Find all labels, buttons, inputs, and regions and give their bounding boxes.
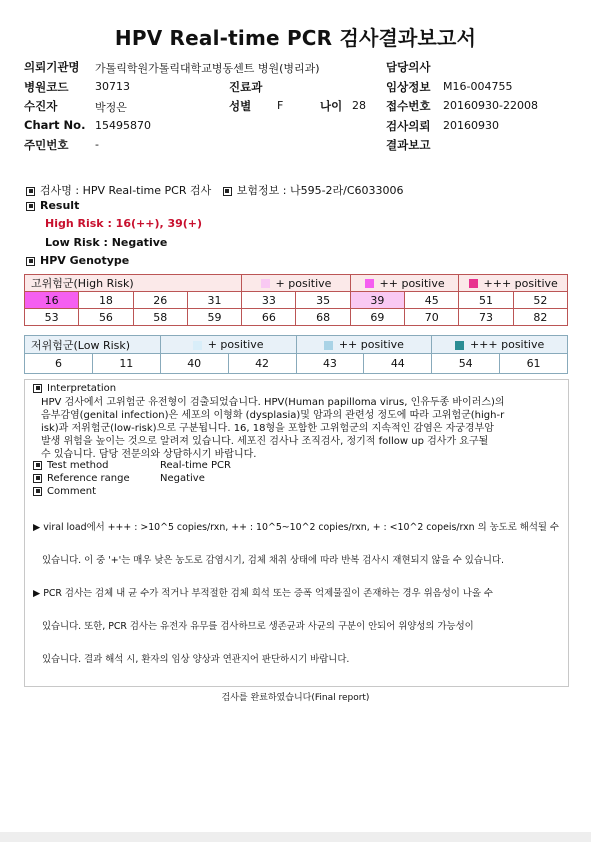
- genotype-cell: 6: [25, 354, 93, 374]
- comment-line: ▶ PCR 검사는 검체 내 균 수가 적거나 부적절한 검체 희석 또는 증폭 억제물질이 존재하는 경우 위음성이 나올 수: [33, 588, 493, 599]
- comment-heading: Comment: [33, 486, 96, 497]
- low-risk-row-1: [25, 354, 568, 374]
- comment-text: [33, 500, 561, 676]
- genotype-cell: 43: [296, 354, 364, 374]
- genotype-cell: 82: [513, 309, 567, 326]
- low-legend-plusplusplus: +++ positive: [432, 336, 568, 354]
- genotype-cell: 42: [228, 354, 296, 374]
- genotype-cell: 33: [242, 292, 296, 309]
- doctor-label: 담당의사: [386, 60, 431, 74]
- legend-swatch-plus-icon: [261, 279, 270, 288]
- genotype-cell: 54: [432, 354, 500, 374]
- sex-value: F: [277, 99, 284, 112]
- checkbox-icon: [33, 474, 42, 483]
- high-risk-row-2: [25, 309, 568, 326]
- legend-swatch-plusplus-icon: [365, 279, 374, 288]
- patient-value: 박정은: [95, 101, 127, 114]
- chart-no-value: 15495870: [95, 119, 151, 132]
- checkbox-icon: [33, 461, 42, 470]
- request-date-value: 20160930: [443, 119, 499, 132]
- interpretation-line: 음부감염(genital infection)은 세포의 이형화 (dysplasia)및 암과의 관련성 정도에 따라 고위험군(high-r: [41, 410, 505, 421]
- checkbox-icon: [26, 187, 35, 196]
- clinical-info-label: 임상정보: [386, 80, 431, 94]
- result-label: Result: [40, 199, 80, 212]
- genotype-cell: 70: [405, 309, 459, 326]
- test-name: 검사명 : HPV Real-time PCR 검사: [40, 184, 212, 197]
- legend-swatch-plusplusplus-icon: [469, 279, 478, 288]
- low-legend-plus: + positive: [160, 336, 296, 354]
- checkbox-icon: [26, 257, 35, 266]
- interpretation-line: HPV 검사에서 고위험군 유전형이 검출되었습니다. HPV(Human papilloma virus, 인유두종 바이러스)의: [41, 397, 505, 408]
- interpretation-line: isk)과 저위험군(low-risk)으로 구분됩니다. 16, 18형을 포함한 고위험군의 지속적인 감염은 자궁경부암: [41, 423, 494, 434]
- genotype-cell: 35: [296, 292, 350, 309]
- low-risk-result: Low Risk : Negative: [45, 236, 168, 249]
- checkbox-icon: [33, 384, 42, 393]
- genotype-cell: 26: [133, 292, 187, 309]
- genotype-cell: 11: [92, 354, 160, 374]
- hospital-code-value: 30713: [95, 80, 130, 93]
- genotype-cell: 66: [242, 309, 296, 326]
- genotype-cell: 68: [296, 309, 350, 326]
- genotype-cell: 16: [25, 292, 79, 309]
- insurance-info: 보험정보 : 나595-2라/C6033006: [236, 184, 404, 197]
- checkbox-icon: [33, 487, 42, 496]
- legend-swatch-plusplus-icon: [324, 341, 333, 350]
- high-legend-plusplus: ++ positive: [350, 275, 459, 292]
- high-risk-result: High Risk : 16(++), 39(+): [45, 217, 203, 230]
- interpretation-line: 수 있습니다. 담당 전문의와 상담하시기 바랍니다.: [41, 449, 257, 460]
- high-risk-row-1: [25, 292, 568, 309]
- genotype-cell: 61: [500, 354, 568, 374]
- final-report-footer: 검사를 완료하였습니다(Final report): [221, 693, 370, 703]
- rrn-label: 주민번호: [24, 138, 69, 152]
- page-bottom-band: [0, 832, 591, 842]
- high-risk-header-row: [25, 275, 568, 292]
- genotype-cell: 52: [513, 292, 567, 309]
- hospital-code-label: 병원코드: [24, 80, 69, 94]
- high-legend-plus: + positive: [242, 275, 351, 292]
- receipt-no-label: 접수번호: [386, 99, 431, 113]
- interpretation-heading: Interpretation: [33, 383, 116, 394]
- interpretation-line: 발생 위험을 높이는 것으로 알려져 있습니다. 세포진 검사나 조직검사, 정기적 follow up 검사가 요구될: [41, 436, 489, 447]
- genotype-cell: 73: [459, 309, 513, 326]
- report-title: HPV Real-time PCR 검사결과보고서: [114, 26, 477, 50]
- test-method-row: Test method Real-time PCR: [33, 460, 231, 471]
- low-legend-plusplus: ++ positive: [296, 336, 432, 354]
- comment-line: 있습니다. 또한, PCR 검사는 유전자 유무를 검사하므로 생존균과 사균의 구분이 안되어 위양성의 가능성이: [33, 621, 474, 632]
- age-value: 28: [352, 99, 366, 112]
- rrn-value: -: [95, 138, 99, 151]
- high-risk-genotype-table: [24, 274, 568, 326]
- clinical-info-value: M16-004755: [443, 80, 513, 93]
- chart-no-label: Chart No.: [24, 118, 86, 132]
- genotype-cell: 59: [187, 309, 241, 326]
- comment-line: ▶ viral load에서 +++ : >10^5 copies/rxn, ++ : 10^5~10^2 copies/rxn, + : <10^2 copeis/rxn 의 농도로 해석될 수: [33, 522, 559, 533]
- low-risk-title: 저위험군(Low Risk): [25, 336, 161, 354]
- genotype-heading: [26, 254, 129, 267]
- genotype-cell: 56: [79, 309, 133, 326]
- request-date-label: 검사의뢰: [386, 119, 431, 133]
- ordering-org-value: 가톨릭학원가톨릭대학교병동센트 병원(병리과): [95, 62, 320, 75]
- genotype-label: HPV Genotype: [40, 254, 130, 267]
- legend-swatch-plus-icon: [193, 341, 202, 350]
- genotype-cell: 18: [79, 292, 133, 309]
- checkbox-icon: [26, 202, 35, 211]
- legend-swatch-plusplusplus-icon: [455, 341, 464, 350]
- sex-label: 성별: [229, 99, 252, 113]
- genotype-cell: 39: [350, 292, 404, 309]
- comment-line: 있습니다. 결과 해석 시, 환자의 임상 양상과 연관지어 판단하시기 바랍니다.: [33, 654, 350, 665]
- dept-label: 진료과: [229, 80, 263, 94]
- genotype-cell: 31: [187, 292, 241, 309]
- interpretation-text: [41, 396, 563, 461]
- genotype-cell: 58: [133, 309, 187, 326]
- receipt-no-value: 20160930-22008: [443, 99, 538, 112]
- genotype-cell: 45: [405, 292, 459, 309]
- result-heading: [26, 199, 79, 212]
- ordering-org-label: 의뢰기관명: [24, 60, 80, 74]
- genotype-cell: 40: [160, 354, 228, 374]
- age-label: 나이: [320, 99, 343, 113]
- low-risk-genotype-table: [24, 335, 568, 374]
- comment-line: 있습니다. 이 중 '+'는 매우 낮은 농도로 감염시기, 검체 채취 상태에 따라 반복 검사시 재현되지 않을 수 있습니다.: [33, 555, 504, 566]
- high-legend-plusplusplus: +++ positive: [459, 275, 568, 292]
- reference-range-row: Reference range Negative: [33, 473, 205, 484]
- low-risk-header-row: [25, 336, 568, 354]
- genotype-cell: 69: [350, 309, 404, 326]
- test-name-line: [26, 182, 404, 198]
- report-date-label: 결과보고: [386, 138, 431, 152]
- genotype-cell: 51: [459, 292, 513, 309]
- genotype-cell: 44: [364, 354, 432, 374]
- high-risk-title: 고위험군(High Risk): [25, 275, 242, 292]
- genotype-cell: 53: [25, 309, 79, 326]
- checkbox-icon: [223, 187, 232, 196]
- patient-label: 수진자: [24, 99, 58, 113]
